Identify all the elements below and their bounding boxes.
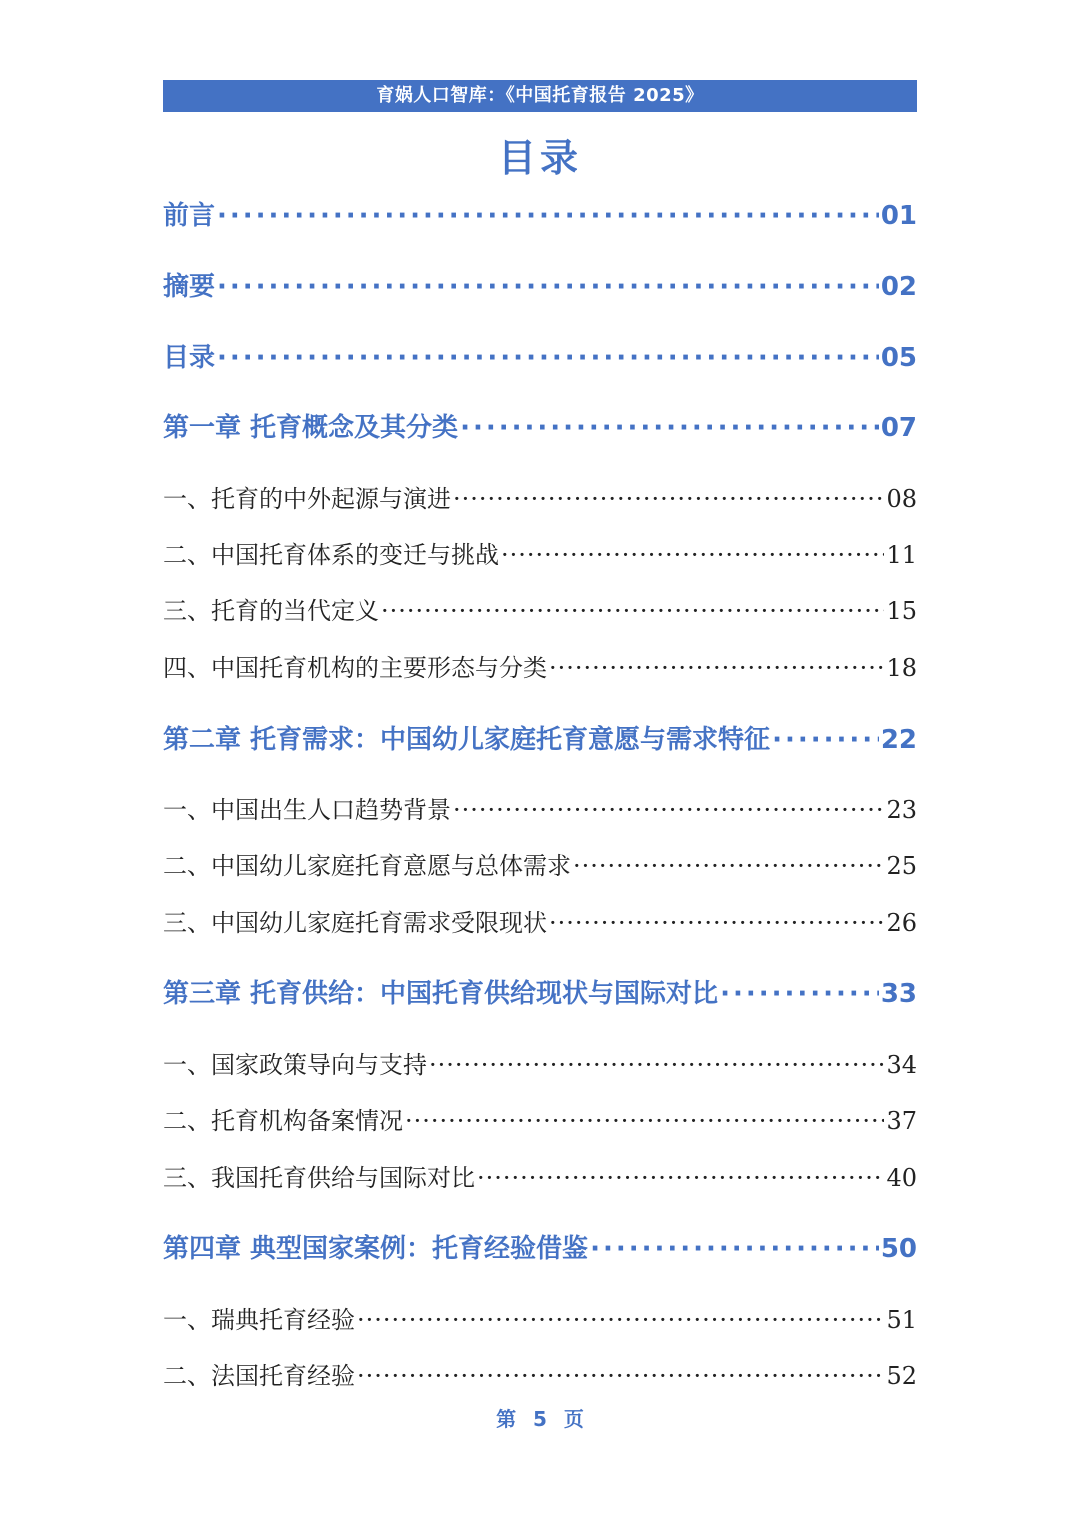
toc-entry-contents[interactable] — [163, 338, 917, 378]
toc-entry-page: 02 — [880, 272, 917, 302]
dot-leader — [453, 481, 884, 517]
dot-leader — [357, 1358, 884, 1394]
dot-leader — [429, 1047, 884, 1083]
toc-entry-page: 05 — [880, 343, 917, 373]
toc-entry-section[interactable] — [163, 1047, 917, 1083]
toc-entry-page: 37 — [886, 1107, 917, 1135]
toc-entry-label: 二、中国幼儿家庭托育意愿与总体需求 — [163, 852, 571, 880]
dot-leader — [549, 650, 884, 686]
toc-entry-label: 前言 — [163, 201, 216, 231]
toc-entry-page: 40 — [886, 1164, 917, 1192]
toc-entry-label: 一、托育的中外起源与演进 — [163, 485, 451, 513]
toc-entry-abstract[interactable] — [163, 267, 917, 307]
toc-entry-page: 23 — [886, 796, 917, 824]
dot-leader — [217, 267, 879, 307]
page-number-suffix: 页 — [563, 1407, 584, 1431]
toc-entry-section[interactable] — [163, 848, 917, 884]
toc-entry-page: 51 — [886, 1306, 917, 1334]
toc-entry-section[interactable] — [163, 650, 917, 686]
toc-entry-section[interactable] — [163, 1103, 917, 1139]
toc-entry-label: 三、托育的当代定义 — [163, 597, 379, 625]
toc-entry-page: 11 — [886, 541, 917, 569]
toc-entry-label: 二、法国托育经验 — [163, 1362, 355, 1390]
toc-entry-page: 26 — [886, 909, 917, 937]
toc-entry-chapter-2[interactable] — [163, 720, 917, 760]
dot-leader — [772, 720, 879, 760]
toc-entry-preface[interactable] — [163, 196, 917, 236]
dot-leader — [217, 338, 879, 378]
toc-entry-chapter-1[interactable] — [163, 408, 917, 448]
toc-entry-section[interactable] — [163, 792, 917, 828]
toc-entry-label: 二、中国托育体系的变迁与挑战 — [163, 541, 499, 569]
toc-entry-label: 一、中国出生人口趋势背景 — [163, 796, 451, 824]
page-title: 目录 — [497, 136, 582, 180]
page-number-prefix: 第 — [496, 1407, 517, 1431]
dot-leader — [460, 408, 879, 448]
dot-leader — [549, 905, 884, 941]
dot-leader — [477, 1160, 884, 1196]
dot-leader — [357, 1302, 884, 1338]
toc-entry-page: 15 — [886, 597, 917, 625]
toc-entry-label: 三、中国幼儿家庭托育需求受限现状 — [163, 909, 547, 937]
toc-entry-label: 摘要 — [163, 272, 216, 302]
dot-leader — [573, 848, 884, 884]
toc-entry-label: 第一章 托育概念及其分类 — [163, 413, 459, 443]
toc-entry-chapter-4[interactable] — [163, 1229, 917, 1269]
toc-entry-label: 目录 — [163, 343, 216, 373]
toc-entry-section[interactable] — [163, 481, 917, 517]
toc-entry-page: 07 — [880, 413, 917, 443]
dot-leader — [720, 974, 879, 1014]
toc-entry-section[interactable] — [163, 593, 917, 629]
toc-entry-page: 25 — [886, 852, 917, 880]
toc-entry-label: 一、国家政策导向与支持 — [163, 1051, 427, 1079]
dot-leader — [405, 1103, 884, 1139]
toc-entry-section[interactable] — [163, 905, 917, 941]
dot-leader — [590, 1229, 879, 1269]
dot-leader — [381, 593, 884, 629]
dot-leader — [217, 196, 879, 236]
toc-entry-page: 33 — [880, 979, 917, 1009]
page-number: 5 — [533, 1407, 547, 1431]
toc-entry-page: 34 — [886, 1051, 917, 1079]
toc-entry-label: 三、我国托育供给与国际对比 — [163, 1164, 475, 1192]
toc-entry-section[interactable] — [163, 1358, 917, 1394]
toc-entry-label: 一、瑞典托育经验 — [163, 1306, 355, 1334]
toc-entry-page: 22 — [880, 725, 917, 755]
toc-entry-section[interactable] — [163, 537, 917, 573]
toc-entry-page: 52 — [886, 1362, 917, 1390]
toc-entry-label: 二、托育机构备案情况 — [163, 1107, 403, 1135]
toc-entry-label: 四、中国托育机构的主要形态与分类 — [163, 654, 547, 682]
toc-entry-label: 第三章 托育供给：中国托育供给现状与国际对比 — [163, 979, 719, 1009]
toc-entry-section[interactable] — [163, 1302, 917, 1338]
toc-entry-page: 01 — [880, 201, 917, 231]
toc-entry-label: 第四章 典型国家案例：托育经验借鉴 — [163, 1234, 589, 1264]
toc-entry-chapter-3[interactable] — [163, 974, 917, 1014]
toc-entry-label: 第二章 托育需求：中国幼儿家庭托育意愿与需求特征 — [163, 725, 771, 755]
toc-entry-page: 50 — [880, 1234, 917, 1264]
toc-entry-page: 08 — [886, 485, 917, 513]
toc-entry-page: 18 — [886, 654, 917, 682]
page-number-footer — [0, 1404, 1080, 1434]
dot-leader — [501, 537, 884, 573]
dot-leader — [453, 792, 884, 828]
report-header-banner: 育娲人口智库：《中国托育报告 2025》 — [163, 80, 917, 112]
toc-entry-section[interactable] — [163, 1160, 917, 1196]
